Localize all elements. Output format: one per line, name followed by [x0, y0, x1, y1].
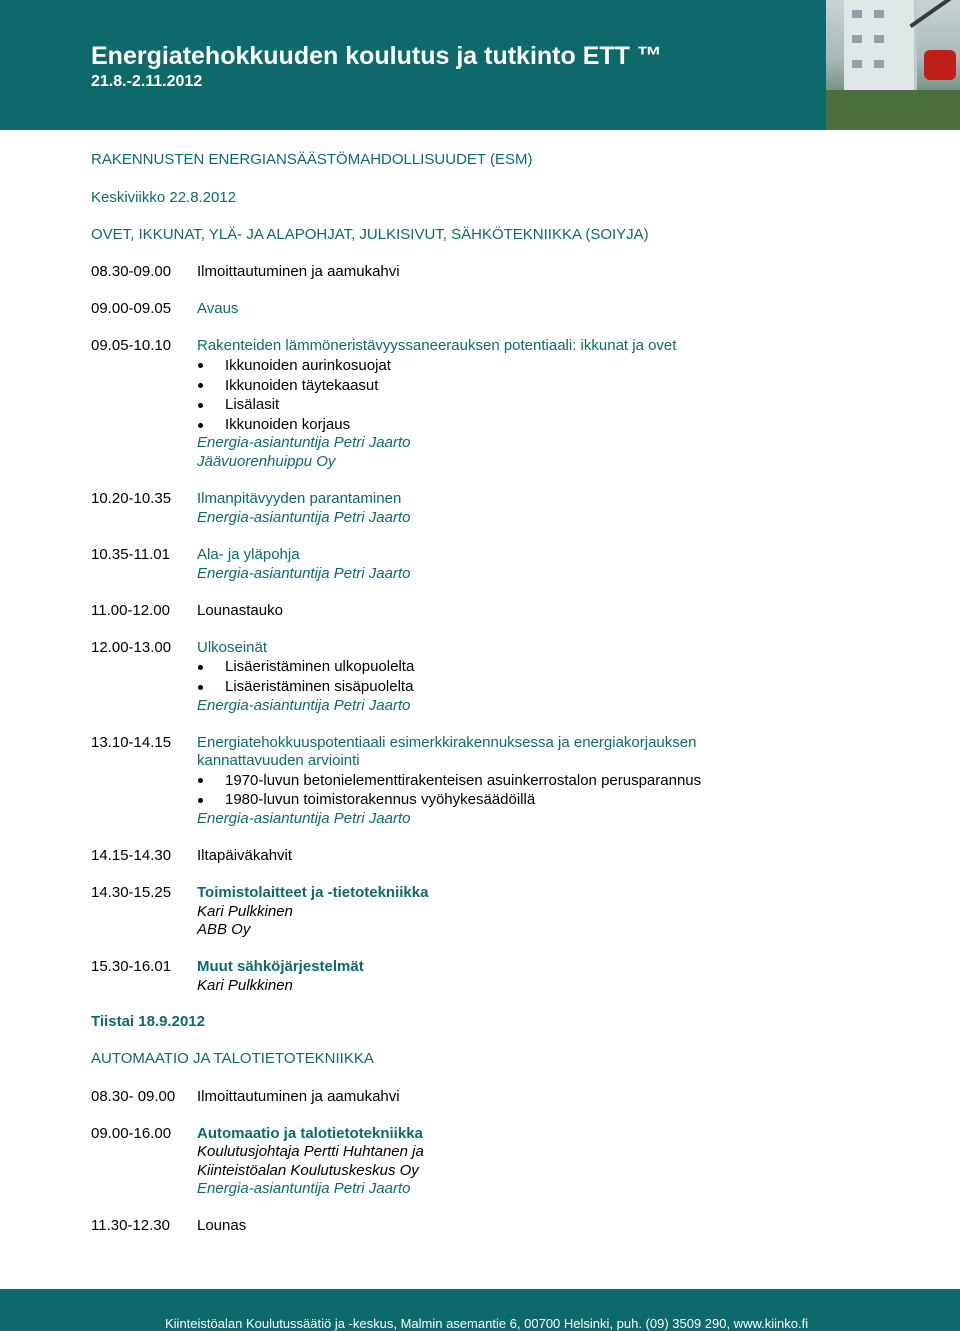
photo-trees [826, 90, 960, 130]
header-banner [0, 0, 960, 130]
session-organization: ABB Oy [197, 921, 251, 938]
course-dates: 21.8.-2.11.2012 [91, 73, 203, 90]
session-speaker: Energia-asiantuntija Petri Jaarto [197, 565, 411, 582]
session-title: Avaus [197, 300, 239, 317]
bullet-icon [198, 685, 203, 690]
session-title: Ala- ja yläpohja [197, 546, 300, 563]
session-time: 13.10-14.15 [91, 734, 172, 751]
photo-window [852, 10, 862, 18]
session-time: 15.30-16.01 [91, 958, 172, 975]
session-title: Automaatio ja talotietotekniikka [197, 1125, 423, 1142]
session-title: Muut sähköjärjestelmät [197, 958, 364, 975]
session-title: Toimistolaitteet ja -tietotekniikka [197, 884, 429, 901]
bullet-item: Lisäeristäminen sisäpuolelta [225, 678, 414, 695]
photo-window [852, 60, 862, 68]
day-heading: Keskiviikko 22.8.2012 [91, 189, 237, 206]
topic-heading: OVET, IKKUNAT, YLÄ- JA ALAPOHJAT, JULKISIVUT, SÄHKÖTEKNIIKKA (SOIYJA) [91, 226, 649, 243]
bullet-item: 1970-luvun betonielementtirakenteisen asuinkerrostalon perusparannus [225, 772, 702, 789]
session-title: Ilmanpitävyyden parantaminen [197, 490, 402, 507]
session-title: Ulkoseinät [197, 639, 268, 656]
session-title: Lounastauko [197, 602, 283, 619]
session-title: Ilmoittautuminen ja aamukahvi [197, 1088, 400, 1105]
session-time: 11.30-12.30 [91, 1217, 170, 1234]
session-time: 11.00-12.00 [91, 602, 170, 619]
session-time: 08.30- 09.00 [91, 1088, 176, 1105]
bullet-item: Ikkunoiden aurinkosuojat [225, 357, 391, 374]
bullet-item: 1980-luvun toimistorakennus vyöhykesäädöillä [225, 791, 536, 808]
bullet-icon [198, 383, 203, 388]
session-time: 14.15-14.30 [91, 847, 172, 864]
session-time: 14.30-15.25 [91, 884, 172, 901]
footer-contact: Kiinteistöalan Koulutussäätiö ja -keskus, Malmin asemantie 6, 00700 Helsinki, puh. (09) 3509 290, www.kiinko.fi [165, 1316, 809, 1331]
session-time: 10.20-10.35 [91, 490, 172, 507]
session-time: 10.35-11.01 [91, 546, 170, 563]
photo-window [874, 35, 884, 43]
photo-building [844, 0, 917, 95]
day-heading: Tiistai 18.9.2012 [91, 1013, 205, 1030]
session-organization: Jäävuorenhuippu Oy [197, 453, 336, 470]
session-title: Lounas [197, 1217, 247, 1234]
session-time: 09.05-10.10 [91, 337, 172, 354]
section-heading: AUTOMAATIO JA TALOTIETOTEKNIIKKA [91, 1050, 374, 1067]
session-speaker: Energia-asiantuntija Petri Jaarto [197, 697, 411, 714]
bullet-icon [198, 423, 203, 428]
header-photo [826, 0, 960, 130]
bullet-item: Ikkunoiden korjaus [225, 416, 351, 433]
session-speaker: Energia-asiantuntija Petri Jaarto [197, 509, 411, 526]
session-speaker: Kari Pulkkinen [197, 903, 293, 920]
bullet-item: Lisäeristäminen ulkopuolelta [225, 658, 415, 675]
session-title: Ilmoittautuminen ja aamukahvi [197, 263, 400, 280]
session-speaker: Energia-asiantuntija Petri Jaarto [197, 434, 411, 451]
section-heading: RAKENNUSTEN ENERGIANSÄÄSTÖMAHDOLLISUUDET (ESM) [91, 151, 533, 168]
session-time: 12.00-13.00 [91, 639, 172, 656]
session-speaker: Energia-asiantuntija Petri Jaarto [197, 810, 411, 827]
bullet-icon [198, 798, 203, 803]
session-time: 08.30-09.00 [91, 263, 172, 280]
photo-window [874, 60, 884, 68]
session-organization: Kiinteistöalan Koulutuskeskus Oy [197, 1162, 419, 1179]
session-speaker: Kari Pulkkinen [197, 977, 293, 994]
session-title-continued: kannattavuuden arviointi [197, 752, 360, 769]
photo-window [874, 10, 884, 18]
bullet-icon [198, 665, 203, 670]
bullet-icon [198, 403, 203, 408]
session-speaker: Koulutusjohtaja Pertti Huhtanen ja [197, 1143, 424, 1160]
photo-window [852, 35, 862, 43]
bullet-item: Lisälasit [225, 396, 280, 413]
photo-vehicle [924, 50, 956, 80]
session-title: Iltapäiväkahvit [197, 847, 293, 864]
session-title: Rakenteiden lämmöneristävyyssaneerauksen potentiaali: ikkunat ja ovet [197, 337, 677, 354]
session-title: Energiatehokkuuspotentiaali esimerkkirakennuksessa ja energiakorjauksen [197, 734, 697, 751]
bullet-icon [198, 363, 203, 368]
page-title: Energiatehokkuuden koulutus ja tutkinto ETT ™ [91, 42, 662, 70]
bullet-item: Ikkunoiden täytekaasut [225, 377, 379, 394]
bullet-icon [198, 778, 203, 783]
session-time: 09.00-16.00 [91, 1125, 172, 1142]
session-speaker: Energia-asiantuntija Petri Jaarto [197, 1180, 411, 1197]
session-time: 09.00-09.05 [91, 300, 172, 317]
